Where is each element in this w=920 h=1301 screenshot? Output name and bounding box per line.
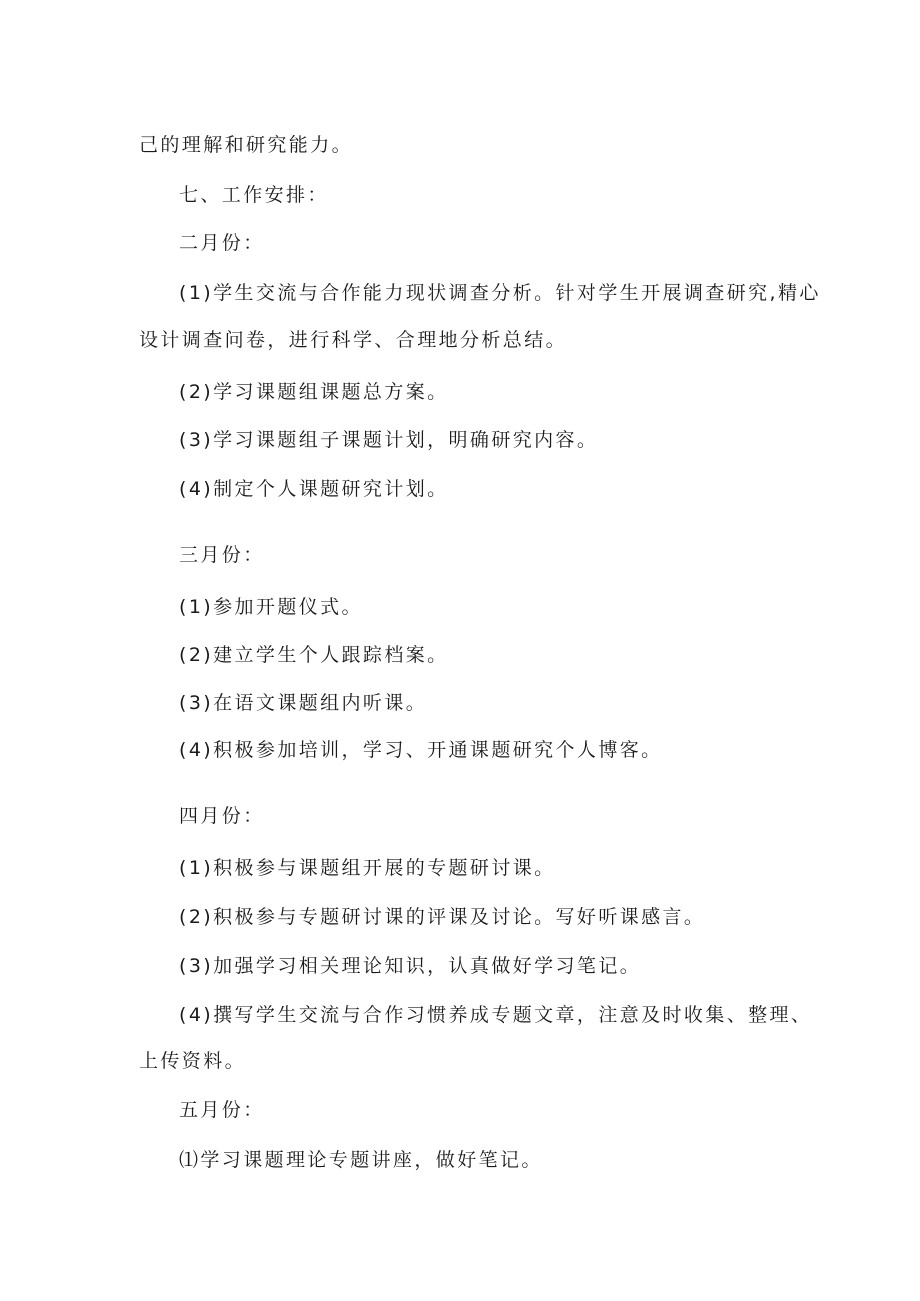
text-line: 设计调查问卷，进行科学、合理地分析总结。 <box>139 329 568 351</box>
list-item: (1)参加开题仪式。 <box>179 596 363 618</box>
list-item: (2)建立学生个人跟踪档案。 <box>179 644 449 666</box>
list-item: (2)积极参与专题研讨课的评课及讨论。写好听课感言。 <box>179 906 706 928</box>
section-heading: 七、工作安排： <box>179 184 329 206</box>
list-item: (3)加强学习相关理论知识，认真做好学习笔记。 <box>179 955 642 977</box>
list-item: (2)学习课题组课题总方案。 <box>179 381 449 403</box>
month-heading: 四月份： <box>179 805 265 827</box>
month-heading: 五月份： <box>179 1099 265 1121</box>
text-line: 己的理解和研究能力。 <box>139 134 354 156</box>
list-item: (4)撰写学生交流与合作习惯养成专题文章，注意及时收集、整理、 <box>179 1004 813 1026</box>
list-item: (4)积极参加培训，学习、开通课题研究个人博客。 <box>179 739 663 761</box>
month-heading: 三月份： <box>179 544 265 566</box>
list-item: ⑴学习课题理论专题讲座，做好笔记。 <box>179 1149 543 1171</box>
list-item: (1)积极参与课题组开展的专题研讨课。 <box>179 857 556 879</box>
list-item: (4)制定个人课题研究计划。 <box>179 478 449 500</box>
text-line: 上传资料。 <box>139 1050 247 1072</box>
list-item: (3)学习课题组子课题计划，明确研究内容。 <box>179 429 599 451</box>
list-item: (1)学生交流与合作能力现状调查分析。针对学生开展调查研究,精心 <box>179 282 821 304</box>
month-heading: 二月份： <box>179 232 265 254</box>
list-item: (3)在语文课题组内听课。 <box>179 692 428 714</box>
